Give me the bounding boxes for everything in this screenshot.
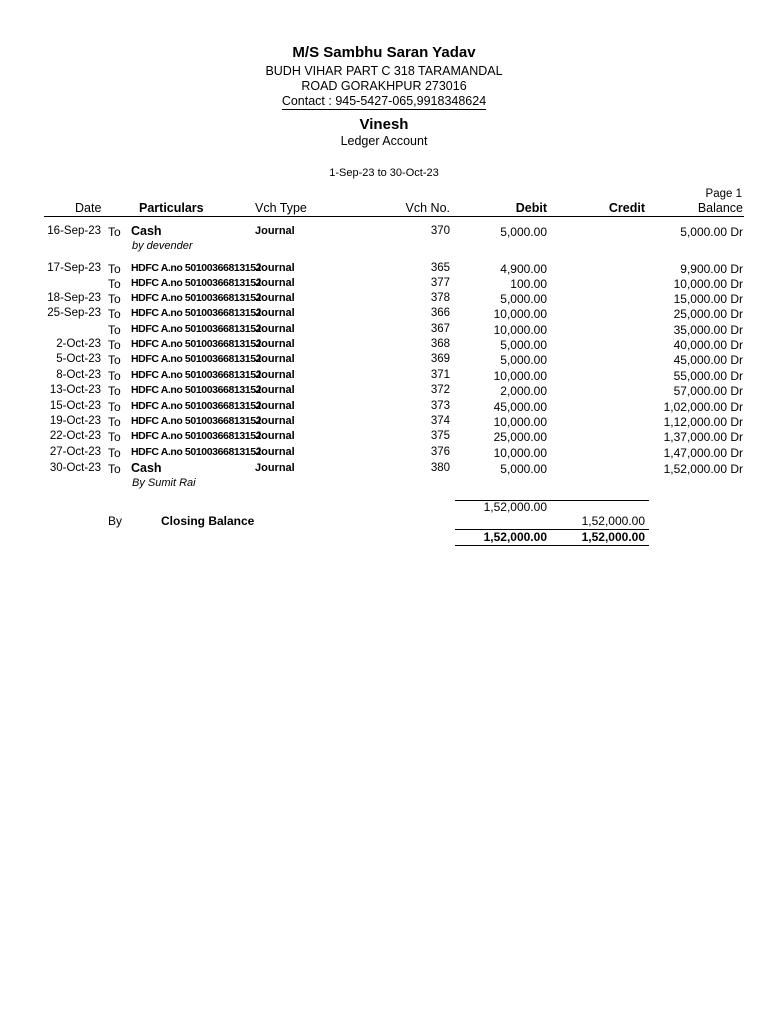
- row-vch-type: Journal: [255, 384, 295, 396]
- row-narration: by devender: [132, 240, 193, 252]
- grand-total-credit: 1,52,000.00: [581, 530, 645, 544]
- row-to: To: [108, 277, 121, 291]
- row-vch-type: Journal: [255, 338, 295, 350]
- row-balance: 1,47,000.00 Dr: [663, 446, 743, 460]
- firm-name: M/S Sambhu Saran Yadav: [292, 44, 476, 61]
- row-vch-type: Journal: [255, 430, 295, 442]
- row-date: 25-Sep-23: [47, 307, 101, 319]
- table-row: [0, 307, 768, 322]
- row-debit: 4,900.00: [500, 262, 547, 276]
- row-particulars: HDFC A.no 50100366813152: [131, 338, 262, 350]
- row-vch-type: Journal: [255, 277, 295, 289]
- row-particulars: HDFC A.no 50100366813152: [131, 277, 262, 289]
- row-vch-no: 373: [430, 400, 450, 412]
- row-vch-type: Journal: [255, 225, 295, 237]
- table-row: [0, 462, 768, 477]
- row-vch-type: Journal: [255, 262, 295, 274]
- row-vch-type: Journal: [255, 307, 295, 319]
- row-vch-no: 370: [430, 225, 450, 237]
- row-vch-type: Journal: [255, 400, 295, 412]
- row-particulars: HDFC A.no 50100366813152: [131, 353, 262, 365]
- row-vch-type: Journal: [255, 462, 295, 474]
- row-date: 17-Sep-23: [47, 262, 101, 274]
- row-vch-no: 374: [430, 415, 450, 427]
- row-balance: 40,000.00 Dr: [673, 338, 743, 352]
- row-debit: 10,000.00: [493, 415, 547, 429]
- row-balance: 57,000.00 Dr: [673, 384, 743, 398]
- row-vch-no: 375: [430, 430, 450, 442]
- row-balance: 45,000.00 Dr: [673, 353, 743, 367]
- row-vch-type: Journal: [255, 353, 295, 365]
- row-date: 22-Oct-23: [49, 430, 101, 442]
- row-debit: 45,000.00: [493, 400, 547, 414]
- row-particulars: HDFC A.no 50100366813152: [131, 430, 262, 442]
- closing-balance-credit: 1,52,000.00: [581, 514, 645, 528]
- row-balance: 1,37,000.00 Dr: [663, 430, 743, 444]
- row-particulars: HDFC A.no 50100366813152: [131, 400, 262, 412]
- row-debit: 5,000.00: [500, 338, 547, 352]
- row-date: 2-Oct-23: [56, 338, 101, 350]
- address-line-2: ROAD GORAKHPUR 273016: [301, 79, 467, 93]
- row-to: To: [108, 430, 121, 444]
- row-debit: 5,000.00: [500, 292, 547, 306]
- row-vch-no: 377: [430, 277, 450, 289]
- report-period: 1-Sep-23 to 30-Oct-23: [329, 167, 439, 179]
- table-row: [0, 400, 768, 415]
- row-to: To: [108, 369, 121, 383]
- row-date: 15-Oct-23: [49, 400, 101, 412]
- row-date: 8-Oct-23: [56, 369, 101, 381]
- row-date: 13-Oct-23: [49, 384, 101, 396]
- row-date: 27-Oct-23: [49, 446, 101, 458]
- row-vch-type: Journal: [255, 415, 295, 427]
- row-balance: 15,000.00 Dr: [673, 292, 743, 306]
- row-to: To: [108, 323, 121, 337]
- row-vch-no: 380: [430, 462, 450, 474]
- row-vch-no: 376: [430, 446, 450, 458]
- row-balance: 5,000.00 Dr: [680, 225, 743, 239]
- row-vch-no: 369: [430, 353, 450, 365]
- debit-subtotal: 1,52,000.00: [483, 500, 547, 514]
- table-row: [0, 338, 768, 353]
- row-balance: 9,900.00 Dr: [680, 262, 743, 276]
- row-balance: 1,52,000.00 Dr: [663, 462, 743, 476]
- row-particulars: HDFC A.no 50100366813152: [131, 446, 262, 458]
- col-header-debit: Debit: [515, 201, 547, 215]
- row-vch-no: 378: [430, 292, 450, 304]
- row-balance: 25,000.00 Dr: [673, 307, 743, 321]
- page-number: Page 1: [705, 188, 742, 200]
- table-row: [0, 277, 768, 292]
- row-to: To: [108, 307, 121, 321]
- row-debit: 25,000.00: [493, 430, 547, 444]
- row-balance: 35,000.00 Dr: [673, 323, 743, 337]
- row-to: To: [108, 400, 121, 414]
- row-balance: 55,000.00 Dr: [673, 369, 743, 383]
- row-vch-type: Journal: [255, 323, 295, 335]
- contact-line: [0, 94, 768, 108]
- contact-text: Contact : 945-5427-065,9918348624: [281, 94, 487, 108]
- row-debit: 10,000.00: [493, 446, 547, 460]
- table-row: [0, 353, 768, 368]
- table-row: [0, 292, 768, 307]
- row-vch-no: 366: [430, 307, 450, 319]
- header-rule: [44, 216, 744, 217]
- row-to: To: [108, 292, 121, 306]
- row-debit: 5,000.00: [500, 225, 547, 239]
- row-date: 19-Oct-23: [49, 415, 101, 427]
- row-particulars: HDFC A.no 50100366813152: [131, 262, 262, 274]
- row-balance: 1,12,000.00 Dr: [663, 415, 743, 429]
- row-debit: 10,000.00: [493, 307, 547, 321]
- col-header-vch-type: Vch Type: [255, 201, 307, 215]
- row-date: 5-Oct-23: [56, 353, 101, 365]
- col-header-particulars: Particulars: [139, 201, 204, 215]
- row-particulars: Cash: [131, 224, 162, 238]
- row-particulars: HDFC A.no 50100366813152: [131, 292, 262, 304]
- party-name: Vinesh: [359, 116, 409, 133]
- col-header-credit: Credit: [608, 201, 645, 215]
- row-to: To: [108, 338, 121, 352]
- row-vch-type: Journal: [255, 446, 295, 458]
- table-row: [0, 225, 768, 240]
- row-to: To: [108, 353, 121, 367]
- row-particulars: HDFC A.no 50100366813152: [131, 369, 262, 381]
- row-date: 30-Oct-23: [49, 462, 101, 474]
- row-to: To: [108, 384, 121, 398]
- row-vch-no: 371: [430, 369, 450, 381]
- table-row: [0, 369, 768, 384]
- row-narration: By Sumit Rai: [132, 477, 196, 489]
- row-vch-no: 372: [430, 384, 450, 396]
- col-header-balance: Balance: [697, 201, 743, 215]
- row-debit: 10,000.00: [493, 323, 547, 337]
- row-particulars: HDFC A.no 50100366813152: [131, 307, 262, 319]
- row-to: To: [108, 225, 121, 239]
- row-particulars: Cash: [131, 461, 162, 475]
- total-rule-bottom: [455, 545, 649, 546]
- address-line-1: BUDH VIHAR PART C 318 TARAMANDAL: [265, 64, 503, 78]
- row-vch-type: Journal: [255, 292, 295, 304]
- row-balance: 1,02,000.00 Dr: [663, 400, 743, 414]
- row-to: To: [108, 462, 121, 476]
- row-balance: 10,000.00 Dr: [673, 277, 743, 291]
- row-debit: 5,000.00: [500, 462, 547, 476]
- table-row: [0, 384, 768, 399]
- row-to: To: [108, 262, 121, 276]
- row-to: To: [108, 446, 121, 460]
- row-debit: 2,000.00: [500, 384, 547, 398]
- table-row: [0, 446, 768, 461]
- table-row: [0, 430, 768, 445]
- col-header-vch-no: Vch No.: [405, 201, 450, 215]
- account-type: Ledger Account: [340, 134, 428, 148]
- table-row: [0, 323, 768, 338]
- row-vch-type: Journal: [255, 369, 295, 381]
- row-date: 18-Sep-23: [47, 292, 101, 304]
- row-to: To: [108, 415, 121, 429]
- row-vch-no: 368: [430, 338, 450, 350]
- row-debit: 5,000.00: [500, 353, 547, 367]
- table-row: [0, 415, 768, 430]
- grand-total-debit: 1,52,000.00: [483, 530, 547, 544]
- table-row: [0, 262, 768, 277]
- row-particulars: HDFC A.no 50100366813152: [131, 323, 262, 335]
- row-vch-no: 367: [430, 323, 450, 335]
- row-particulars: HDFC A.no 50100366813152: [131, 415, 262, 427]
- closing-by: By: [108, 514, 123, 528]
- row-debit: 10,000.00: [493, 369, 547, 383]
- row-particulars: HDFC A.no 50100366813152: [131, 384, 262, 396]
- row-date: 16-Sep-23: [47, 225, 101, 237]
- row-debit: 100.00: [510, 277, 547, 291]
- closing-balance-label: Closing Balance: [161, 514, 255, 528]
- row-vch-no: 365: [430, 262, 450, 274]
- col-header-date: Date: [75, 201, 102, 215]
